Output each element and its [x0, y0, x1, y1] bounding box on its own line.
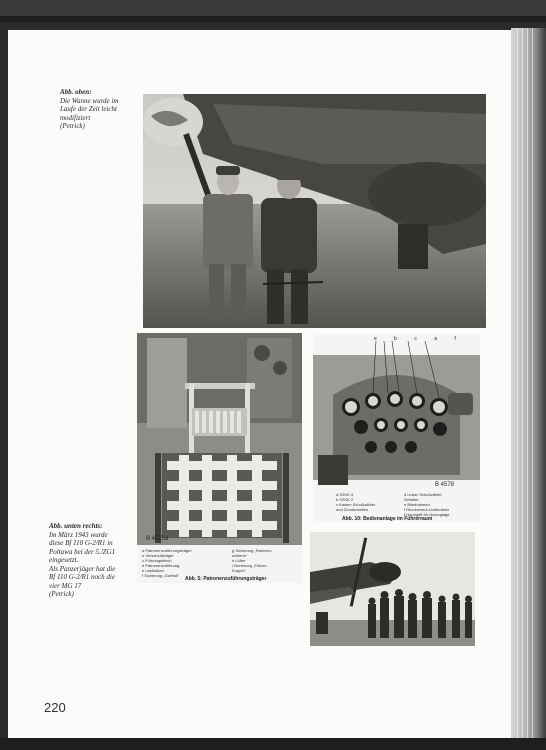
legend-item: h Lüfter	[232, 558, 246, 563]
diagram-left-label: Abb. 5: Patronenzuführungsträger	[185, 576, 267, 582]
caption-bottom-heading: Abb. unten rechts:	[49, 522, 103, 530]
legend-item: a Patronenzuführungsträger	[142, 548, 192, 553]
legend-item: und Zünderstellen	[336, 507, 369, 512]
legend-item: Kuppel“	[232, 568, 246, 573]
photo-aircraft-crew	[143, 94, 486, 328]
caption-top-line: Die Wanne wurde im	[60, 96, 119, 105]
diagram-left-id: B 4575a	[146, 536, 169, 542]
caption-top-heading: Abb. oben:	[60, 88, 92, 96]
legend-item: g Sicherung „Rahmen-	[232, 548, 273, 553]
caption-bottom-line: Poltawa bei der 5./ZG1	[49, 547, 116, 556]
legend-item: b Verschlußträger	[142, 553, 174, 558]
legend-item: f Handgriff für Notzuglage	[404, 512, 450, 517]
caption-top-line: Laufe der Zeit leicht	[60, 105, 117, 113]
legend-item: schiene“	[232, 553, 248, 558]
diagram-right-label: Abb. 10: Bedienanlage im Führerraum	[342, 516, 433, 522]
caption-bottom-line: Bf 110 G-2/R1 noch die	[49, 573, 115, 581]
photo-aircraft-poltawa	[310, 532, 475, 646]
caption-bottom-line: Als Panzerjäger hat die	[49, 564, 116, 573]
page-number: 220	[44, 700, 66, 715]
diagram-ammo-feed-frame	[137, 333, 302, 583]
legend-item: c Führungsblech	[142, 558, 172, 563]
diagram-right-legend-col1	[336, 492, 375, 512]
diagram-right-pointer-letters: e b c a f	[374, 336, 464, 342]
caption-bottom-line: vier MG 17	[49, 581, 82, 590]
caption-bottom-line: eingesetzt.	[49, 556, 79, 564]
diagram-left-legend-col2	[232, 548, 272, 573]
diagram-left-legend-col1	[142, 548, 192, 578]
caption-bottom-line: (Petrick)	[49, 590, 74, 598]
legend-item: c Kasten Schußzähler	[336, 502, 376, 507]
diagram-right-legend-col2	[404, 492, 450, 517]
diagram-right-id: B 4578	[435, 482, 455, 488]
caption-bottom-line: diese Bf 110 G-2/R1 in	[49, 539, 113, 547]
book-page-edge	[511, 28, 546, 740]
legend-item: Schalter	[404, 497, 419, 502]
legend-item: i Sicherung „Führer-	[232, 563, 268, 568]
legend-item: d Linker Schußzähler	[404, 492, 442, 497]
legend-item: a SZKK 4	[336, 492, 354, 497]
scan-top-border	[0, 0, 546, 22]
legend-item: e Lasthaken	[142, 568, 164, 573]
caption-top-line: modifiziert	[60, 113, 91, 122]
caption-top	[60, 88, 118, 131]
caption-top-line: (Petrick)	[60, 122, 85, 130]
legend-item: b SZKK 2	[336, 497, 354, 502]
caption-bottom	[49, 522, 115, 599]
legend-item: e Blindrahmen	[404, 502, 430, 507]
legend-item: d Patronenzuführung	[142, 563, 180, 568]
scan-bottom-border	[0, 738, 546, 750]
legend-item: f Sicherung „Gurtfall“	[142, 573, 179, 578]
legend-item: f Revolvernot-Lichtkolben	[404, 507, 450, 512]
caption-bottom-line: Im März 1943 wurde	[49, 530, 108, 539]
